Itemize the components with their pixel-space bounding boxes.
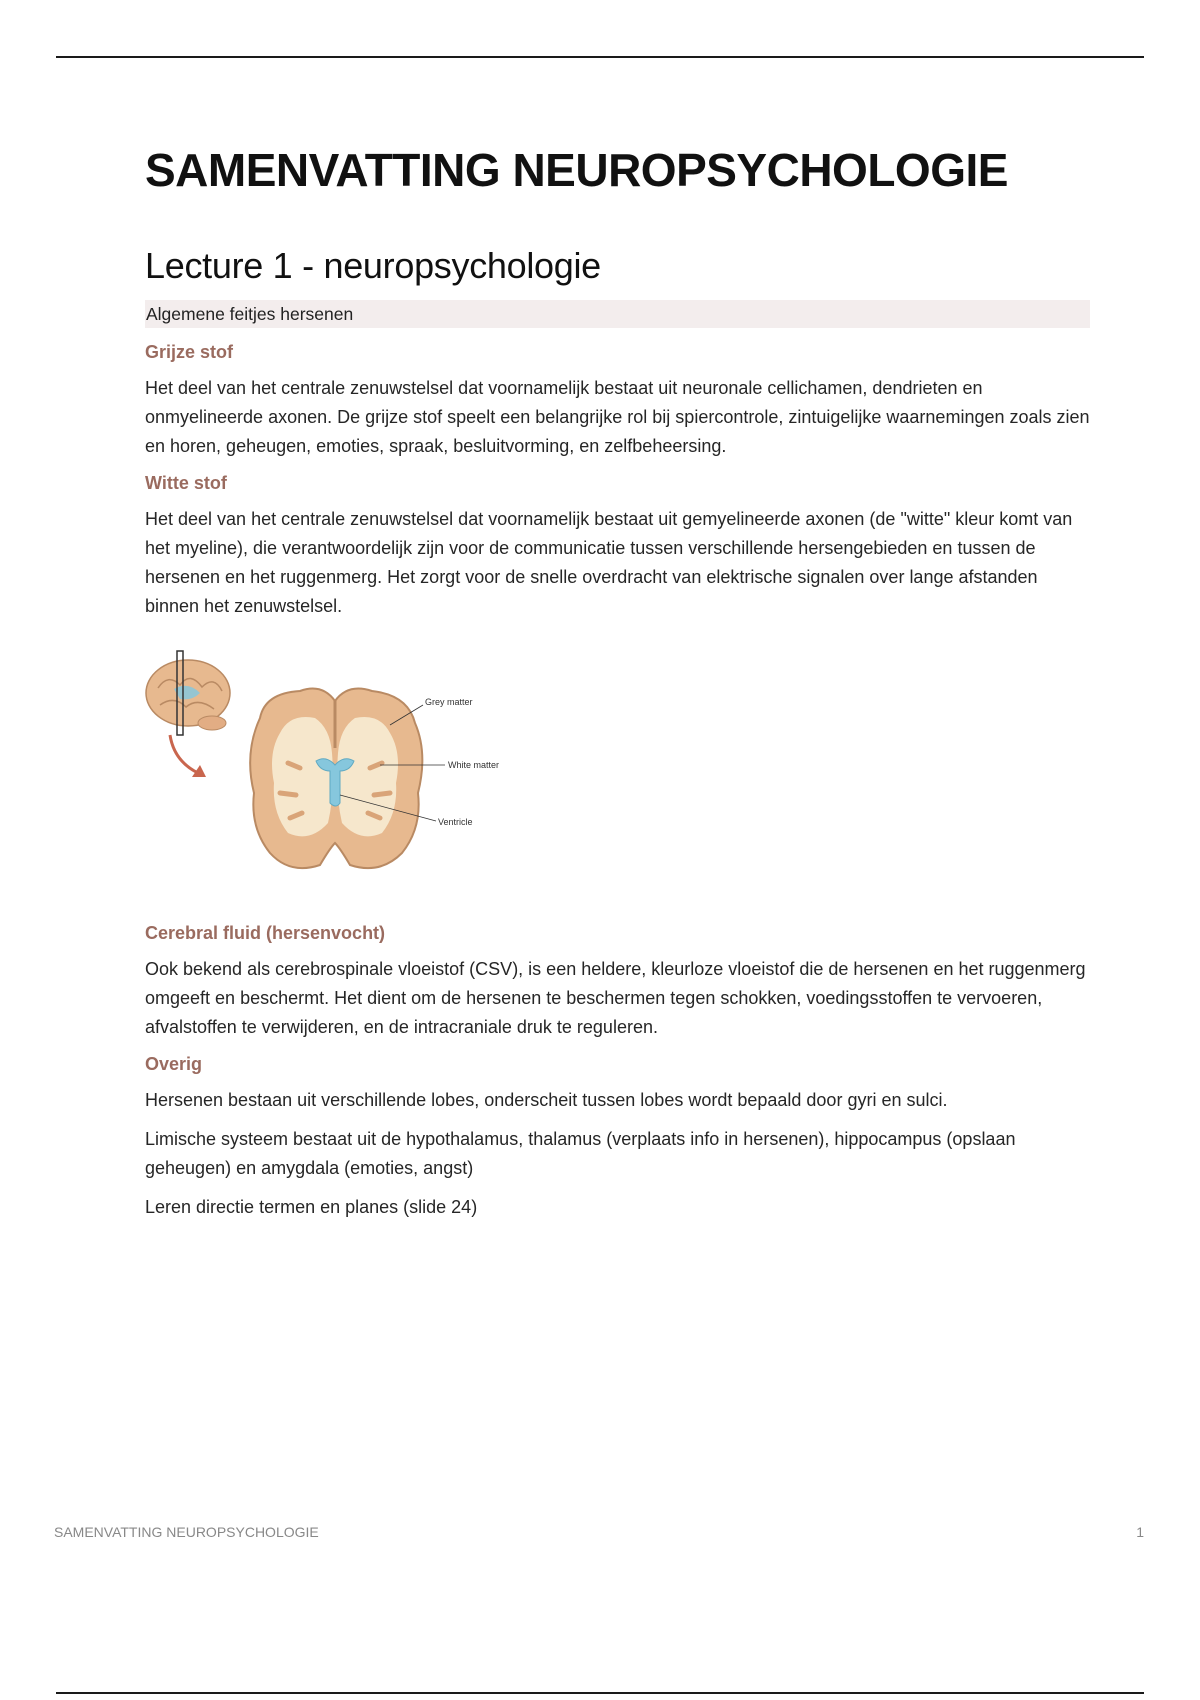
page-number: 1	[1136, 1524, 1144, 1540]
label-ventricle: Ventricle	[438, 817, 473, 827]
label-white-matter: White matter	[448, 760, 500, 770]
paragraph: Limische systeem bestaat uit de hypothalamus, thalamus (verplaats info in hersenen), hippocampus (opslaan geheugen) en amygdala (emoties, angst)	[145, 1129, 1016, 1178]
lecture-heading: Lecture 1 - neuropsychologie	[145, 245, 601, 286]
top-rule	[56, 56, 1144, 58]
label-grey-matter: Grey matter	[425, 697, 473, 707]
document-title: SAMENVATTING NEUROPSYCHOLOGIE	[145, 144, 1008, 196]
paragraph: Het deel van het centrale zenuwstelsel dat voornamelijk bestaat uit gemyelineerde axonen (de "witte" kleur komt van het myeline), die verantwoordelijk zijn voor de communicatie tussen verschillende hersengebieden en tussen de hersenen en het ruggenmerg. Het zorgt voor de snelle overdracht van elektrische signalen over lange afstanden binnen het zenuwstelsel.	[145, 509, 1073, 616]
section-heading-grijze-stof: Grijze stof	[145, 342, 234, 362]
bottom-rule	[56, 1692, 1144, 1694]
page-content	[145, 140, 1090, 1232]
paragraph: Hersenen bestaan uit verschillende lobes, onderscheit tussen lobes wordt bepaald door gyri en sulci.	[145, 1090, 948, 1110]
arrow-icon	[170, 735, 198, 773]
footer-title: SAMENVATTING NEUROPSYCHOLOGIE	[54, 1524, 319, 1540]
paragraph: Leren directie termen en planes (slide 24)	[145, 1197, 478, 1217]
section-heading-overig: Overig	[145, 1054, 203, 1074]
brain-figure	[140, 643, 540, 893]
paragraph: Ook bekend als cerebrospinale vloeistof (CSV), is een heldere, kleurloze vloeistof die de hersenen en het ruggenmerg omgeeft en beschermt. Het dient om de hersenen te beschermen tegen schokken, voedingsstoffen te vervoeren, afvalstoffen te verwijderen, en de intracraniale druk te reguleren.	[145, 959, 1086, 1037]
section-bar: Algemene feitjes hersenen	[145, 300, 1090, 328]
section-heading-witte-stof: Witte stof	[145, 473, 227, 493]
section-heading-cerebral-fluid: Cerebral fluid (hersenvocht)	[145, 923, 386, 943]
paragraph: Het deel van het centrale zenuwstelsel dat voornamelijk bestaat uit neuronale cellichamen, dendrieten en onmyelineerde axonen. De grijze stof speelt een belangrijke rol bij spiercontrole, zintuigelijke waarnemingen zoals zien en horen, geheugen, emoties, spraak, besluitvorming, en zelfbeheersing.	[145, 378, 1090, 456]
brain-illustration	[140, 643, 540, 893]
coronal-brain-section	[250, 689, 422, 869]
side-brain-icon	[146, 651, 230, 735]
